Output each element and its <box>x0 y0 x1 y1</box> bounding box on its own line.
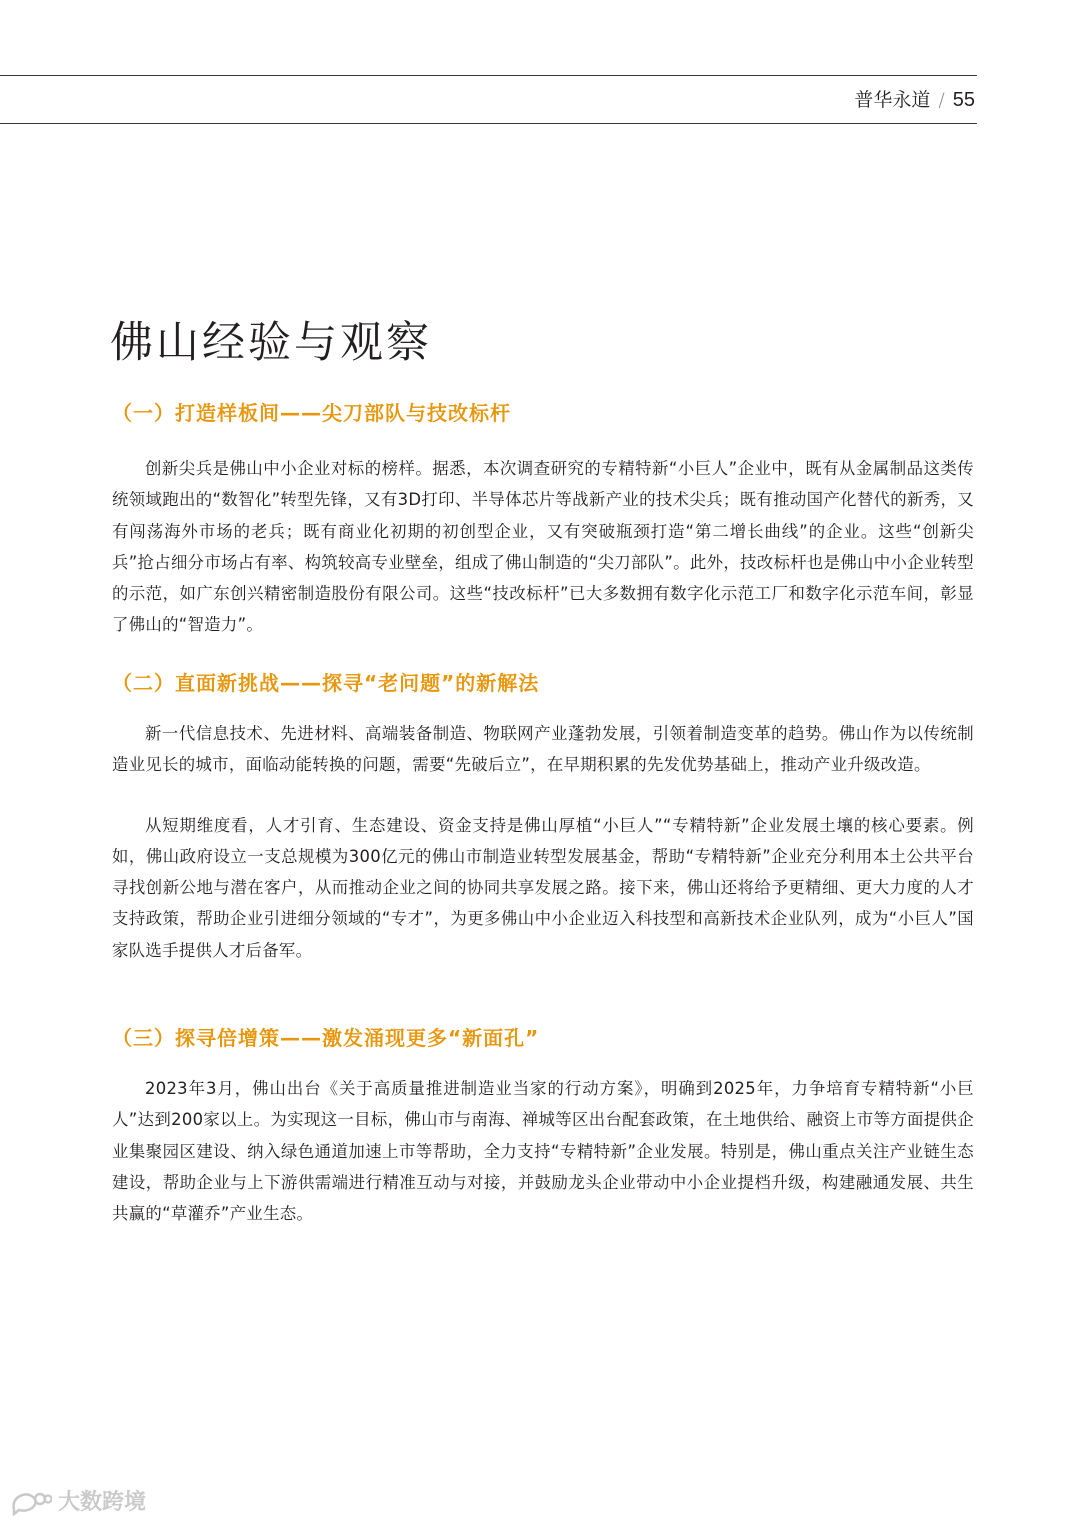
header-rule-bottom <box>0 123 977 124</box>
page-number: 55 <box>952 89 975 111</box>
watermark <box>10 1488 146 1518</box>
header-separator: / <box>938 89 945 111</box>
chat-bubble-icon <box>10 1490 52 1516</box>
running-header <box>854 86 975 114</box>
header-rule-top <box>0 75 977 76</box>
watermark-text: 大数跨境 <box>58 1490 147 1515</box>
body-paragraph: 新一代信息技术、先进材料、高端装备制造、物联网产业蓬勃发展，引领着制造变革的趋势。佛山作为以传统制造业见长的城市，面临动能转换的问题，需要“先破后立”，在早期积累的先发优势基础上，推动产业升级改造。 <box>112 724 974 775</box>
publication-name: 普华永道 <box>854 89 931 111</box>
section-3 <box>112 1023 974 1229</box>
section-heading: （二）直面新挑战——探寻“老问题”的新解法 <box>112 671 540 695</box>
body-paragraph: 2023年3月，佛山出台《关于高质量推进制造业当家的行动方案》，明确到2025年，力争培育专精特新“小巨人”达到200家以上。为实现这一目标，佛山市与南海、禅城等区出台配套政策，在土地供给、融资上市等方面提供企业集聚园区建设、纳入绿色通道加速上市等帮助，全力支持“专精特新”企业发展。特别是，佛山重点关注产业链生态建设，帮助企业与上下游供需端进行精准互动与对接，并鼓励龙头企业带动中小企业提档升级，构建融通发展、共生共赢的“草灌乔”产业生态。 <box>112 1079 974 1224</box>
body-paragraph: 从短期维度看，人才引育、生态建设、资金支持是佛山厚植“小巨人”“专精特新”企业发展土壤的核心要素。例如，佛山政府设立一支总规模为300亿元的佛山市制造业转型发展基金，帮助“专精特新”企业充分利用本土公共平台寻找创新公地与潜在客户，从而推动企业之间的协同共享发展之路。接下来，佛山还将给予更精细、更大力度的人才支持政策，帮助企业引进细分领域的“专才”，为更多佛山中小企业迈入科技型和高新技术企业队列，成为“小巨人”国家队选手提供人才后备军。 <box>112 815 974 960</box>
section-heading: （三）探寻倍增策——激发涌现更多“新面孔” <box>112 1026 540 1050</box>
section-heading: （一）打造样板间——尖刀部队与技改标杆 <box>112 401 511 425</box>
page-title: 佛山经验与观察 <box>110 318 432 368</box>
section-1 <box>112 398 974 641</box>
body-paragraph: 创新尖兵是佛山中小企业对标的榜样。据悉，本次调查研究的专精特新“小巨人”企业中，既有从金属制品这类传统领域跑出的“数智化”转型先锋，又有3D打印、半导体芯片等战新产业的技术尖兵；既有推动国产化替代的新秀，又有闯荡海外市场的老兵；既有商业化初期的初创型企业，又有突破瓶颈打造“第二增长曲线”的企业。这些“创新尖兵”抢占细分市场占有率、构筑较高专业壁垒，组成了佛山制造的“尖刀部队”。此外，技改标杆也是佛山中小企业转型的示范，如广东创兴精密制造股份有限公司。这些“技改标杆”已大多数拥有数字化示范工厂和数字化示范车间，彰显了佛山的“智造力”。 <box>112 459 974 635</box>
section-2 <box>112 668 974 966</box>
